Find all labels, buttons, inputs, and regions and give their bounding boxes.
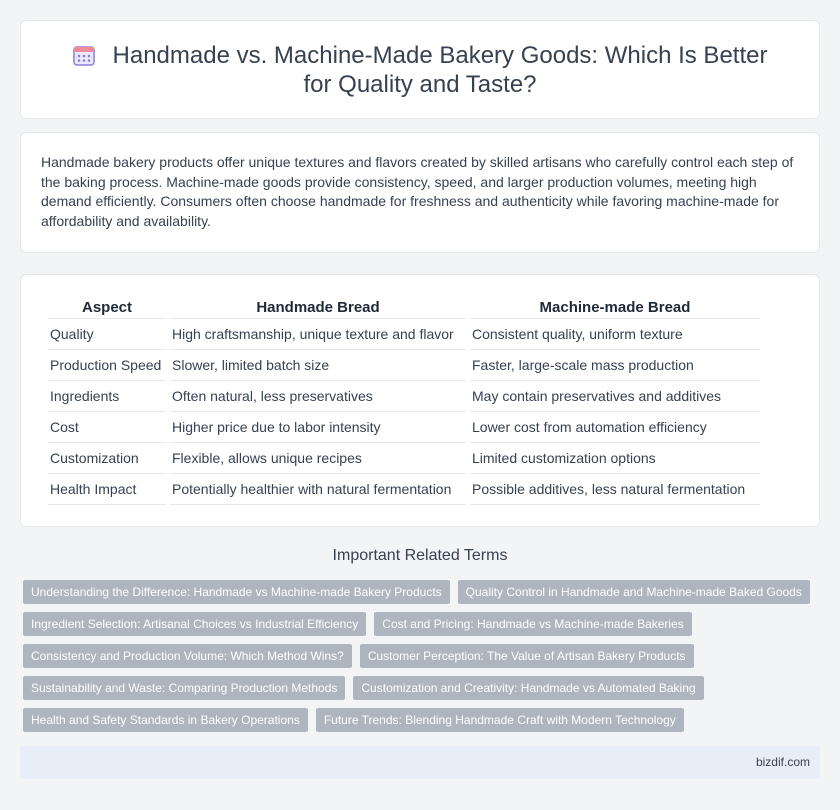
related-term-tag[interactable]: Future Trends: Blending Handmade Craft with Modern Technology: [316, 708, 684, 732]
tag-row: [23, 644, 823, 668]
intro-paragraph: Handmade bakery products offer unique textures and flavors created by skilled artisans who carefully control each step of the baking process. Machine-made goods provide consistency, speed, and larger production volumes, meeting high demand efficiently. Consumers often choose handmade for freshness and authenticity while favoring machine-made for affordability and availability.: [41, 154, 794, 229]
related-term-tag[interactable]: Consistency and Production Volume: Which Method Wins?: [23, 644, 352, 668]
table-cell-aspect: Health Impact: [48, 474, 166, 505]
calendar-grid-icon: [73, 44, 95, 66]
table-cell-aspect: Production Speed: [48, 350, 166, 381]
table-header-row: [48, 296, 760, 319]
table-cell-machine-made: Consistent quality, uniform texture: [470, 319, 760, 350]
footer: [20, 746, 820, 779]
table-cell-aspect: Quality: [48, 319, 166, 350]
related-term-tag[interactable]: Understanding the Difference: Handmade vs Machine-made Bakery Products: [23, 580, 450, 604]
table-row: [48, 412, 760, 443]
footer-site-link[interactable]: bizdif.com: [755, 755, 810, 769]
table-cell-handmade: Often natural, less preservatives: [170, 381, 466, 412]
table-cell-machine-made: Faster, large-scale mass production: [470, 350, 760, 381]
tag-row: [23, 580, 823, 604]
related-terms-tags: [23, 580, 823, 740]
comparison-table: [44, 296, 764, 505]
table-cell-handmade: Higher price due to labor intensity: [170, 412, 466, 443]
tag-row: [23, 612, 823, 636]
table-cell-handmade: High craftsmanship, unique texture and flavor: [170, 319, 466, 350]
related-term-tag[interactable]: Customization and Creativity: Handmade vs Automated Baking: [353, 676, 703, 700]
header-card: [20, 20, 820, 119]
related-term-tag[interactable]: Ingredient Selection: Artisanal Choices vs Industrial Efficiency: [23, 612, 366, 636]
intro-card: [20, 132, 820, 253]
table-cell-machine-made: Lower cost from automation efficiency: [470, 412, 760, 443]
column-header-machine-made: Machine-made Bread: [470, 296, 760, 319]
table-cell-handmade: Slower, limited batch size: [170, 350, 466, 381]
table-row: [48, 381, 760, 412]
table-row: [48, 474, 760, 505]
related-term-tag[interactable]: Customer Perception: The Value of Artisan Bakery Products: [360, 644, 694, 668]
table-cell-handmade: Potentially healthier with natural fermentation: [170, 474, 466, 505]
table-cell-handmade: Flexible, allows unique recipes: [170, 443, 466, 474]
related-term-tag[interactable]: Cost and Pricing: Handmade vs Machine-made Bakeries: [374, 612, 691, 636]
comparison-card: [20, 274, 820, 527]
related-term-tag[interactable]: Quality Control in Handmade and Machine-made Baked Goods: [458, 580, 810, 604]
table-row: [48, 319, 760, 350]
tag-row: [23, 708, 823, 732]
related-term-tag[interactable]: Health and Safety Standards in Bakery Operations: [23, 708, 308, 732]
table-row: [48, 350, 760, 381]
table-cell-machine-made: May contain preservatives and additives: [470, 381, 760, 412]
table-cell-machine-made: Possible additives, less natural fermentation: [470, 474, 760, 505]
related-term-tag[interactable]: Sustainability and Waste: Comparing Production Methods: [23, 676, 345, 700]
column-header-aspect: Aspect: [48, 296, 166, 319]
table-row: [48, 443, 760, 474]
table-cell-aspect: Cost: [48, 412, 166, 443]
table-cell-aspect: Customization: [48, 443, 166, 474]
table-cell-machine-made: Limited customization options: [470, 443, 760, 474]
page-title-text: Handmade vs. Machine-Made Bakery Goods: Which Is Better for Quality and Taste?: [112, 41, 768, 98]
page-title: [61, 41, 779, 99]
tag-row: [23, 676, 823, 700]
related-terms-heading: Important Related Terms: [332, 547, 508, 564]
table-cell-aspect: Ingredients: [48, 381, 166, 412]
column-header-handmade: Handmade Bread: [170, 296, 466, 319]
